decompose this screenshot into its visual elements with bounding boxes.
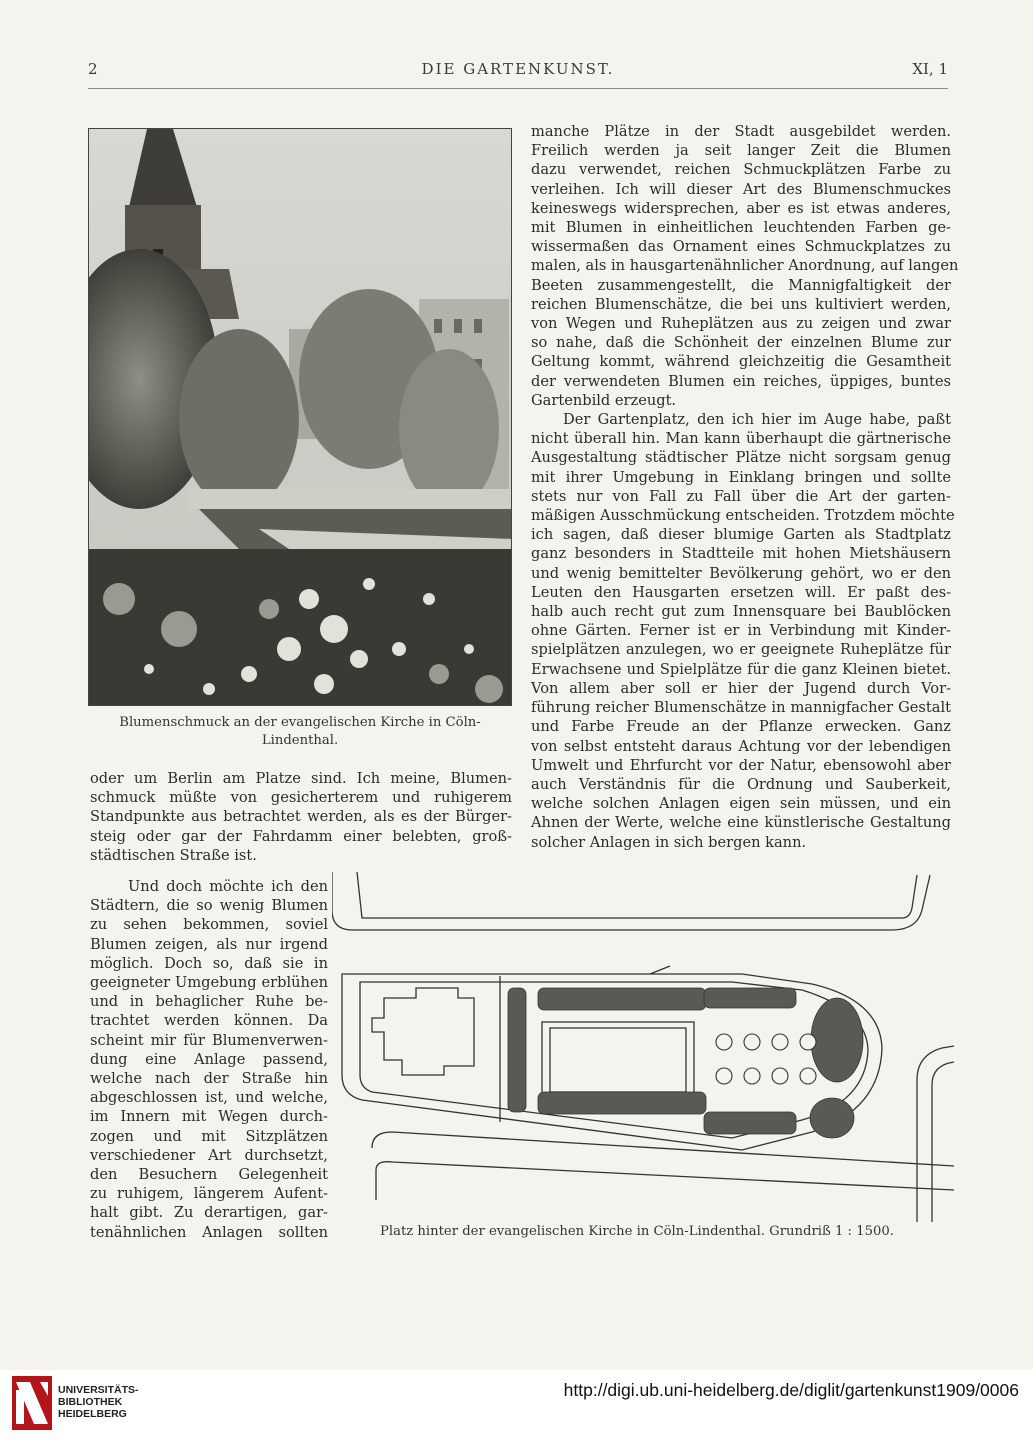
text-line: tenähnlichen Anlagen sollten xyxy=(90,1223,328,1241)
text-line: halt gibt. Zu derartigen, gar- xyxy=(90,1204,328,1222)
text-line: Ausgestaltung städtischer Plätze nicht sorgsam genug xyxy=(531,449,951,467)
text-line: abgeschlossen ist, und welche, xyxy=(90,1089,328,1107)
text-line: verschiedener Art durchsetzt, xyxy=(90,1146,328,1164)
library-name-line-1: UNIVERSITÄTS- xyxy=(58,1384,139,1396)
text-line: Von allem aber soll er hier der Jugend durch Vor- xyxy=(531,679,951,697)
text-line: mäßigen Ausschmückung entscheiden. Trotzdem möchte xyxy=(531,507,955,525)
library-name xyxy=(58,1384,139,1420)
text-line: Der Gartenplatz, den ich hier im Auge habe, paßt xyxy=(563,411,951,429)
text-line: von Wegen und Ruheplätzen aus zu zeigen und zwar xyxy=(531,315,951,333)
text-line: scheint mir für Blumenverwen- xyxy=(90,1031,328,1049)
left-column-text xyxy=(90,769,512,865)
text-line: Umwelt und Ehrfurcht vor der Natur, ebensowohl aber xyxy=(531,756,951,774)
text-line: geeigneter Umgebung erblühen xyxy=(90,974,328,992)
left-narrow-column-text xyxy=(90,877,328,1242)
text-line: auch Verständnis für die Ordnung und Sauberkeit, xyxy=(531,775,951,793)
text-line: den Besuchern Gelegenheit xyxy=(90,1166,328,1184)
photo-caption xyxy=(88,714,512,750)
library-name-line-2: BIBLIOTHEK xyxy=(58,1396,123,1408)
left-paragraph-1 xyxy=(90,769,512,865)
text-line: Gartenbild erzeugt. xyxy=(531,391,677,409)
garden-site-plan xyxy=(332,870,954,1222)
text-line: stets nur von Fall zu Fall über die Art der garten- xyxy=(531,487,951,505)
text-line: Beeten zusammengestellt, die Mannigfaltigkeit der xyxy=(531,276,951,294)
text-line: ganz besonders in Stadtteile mit hohen Mietshäusern xyxy=(531,545,951,563)
text-line: der verwendeten Blumen ein reiches, üppiges, buntes xyxy=(531,372,951,390)
photo-caption-line-1: Blumenschmuck an der evangelischen Kirche in Cöln- xyxy=(119,715,481,730)
text-line: so nahe, daß die Schönheit der einzelnen Blume zur xyxy=(531,334,951,352)
text-line: von selbst entsteht daraus Achtung vor der lebendigen xyxy=(531,737,951,755)
header-rule xyxy=(88,88,948,89)
text-line: und Farbe Freude an der Pflanze erwecken. Ganz xyxy=(531,718,951,736)
text-line: Geltung kommt, während gleichzeitig die Gesamtheit xyxy=(531,353,951,371)
text-line: dazu verwendet, reichen Schmuckplätzen Farbe zu xyxy=(531,161,951,179)
text-line: welche solchen Anlagen eigen sein müssen, und ein xyxy=(531,795,951,813)
page-number: 2 xyxy=(88,60,100,78)
journal-title: DIE GARTENKUNST. xyxy=(421,60,615,78)
text-line: halb auch recht gut zum Innensquare bei Baublöcken xyxy=(531,603,951,621)
text-line: oder um Berlin am Platze sind. Ich meine, Blumen- xyxy=(90,770,512,787)
text-line: solcher Anlagen in sich bergen kann. xyxy=(531,833,807,851)
text-line: ohne Gärten. Ferner ist er in Verbindung mit Kinder- xyxy=(531,622,951,640)
text-line: wissermaßen das Ornament eines Schmuckplatzes zu xyxy=(531,238,951,256)
text-line: im Innern mit Wegen durch- xyxy=(90,1108,328,1126)
text-line: steig oder gar der Fahrdamm einer belebten, groß- xyxy=(90,827,512,845)
text-line: Leuten den Hausgarten ersetzen will. Er paßt des- xyxy=(531,583,951,601)
running-header xyxy=(88,60,948,82)
text-line: malen, als in hausgartenähnlicher Anordnung, auf langen xyxy=(531,257,959,275)
right-column-text xyxy=(531,122,959,852)
right-paragraph-1 xyxy=(531,122,959,410)
text-line: und wenig bemittelter Bevölkerung gehört, wo er den xyxy=(531,564,951,582)
text-line: manche Plätze in der Stadt ausgebildet werden. xyxy=(531,123,951,140)
text-line: Und doch möchte ich den xyxy=(128,878,328,895)
text-line: welche nach der Straße hin xyxy=(90,1070,328,1088)
text-line: zogen und mit Sitzplätzen xyxy=(90,1127,328,1145)
text-line: mit ihrer Umgebung in Einklang bringen und sollte xyxy=(531,468,951,486)
church-garden-photograph xyxy=(88,128,512,706)
text-line: mit Blumen in einheitlichen leuchtenden Farben ge- xyxy=(531,219,951,237)
left-paragraph-2 xyxy=(90,877,328,1242)
volume-number: XI, 1 xyxy=(912,60,948,78)
plan-caption: Platz hinter der evangelischen Kirche in Cöln-Lindenthal. Grundriß 1 : 1500. xyxy=(380,1224,894,1239)
text-line: möglich. Doch so, daß sie in xyxy=(90,954,328,972)
text-line: reichen Blumenschätze, die bei uns kultiviert werden, xyxy=(531,295,951,313)
text-line: Blumen zeigen, als nur irgend xyxy=(90,935,328,953)
text-line: schmuck müßte von gesicherterem und ruhigerem xyxy=(90,789,512,807)
text-line: Städtern, die so wenig Blumen xyxy=(90,897,328,915)
text-line: spielplätzen anzulegen, wo er geeignete Ruheplätze für xyxy=(531,641,951,659)
text-line: Standpunkte aus betrachtet werden, als es der Bürger- xyxy=(90,808,512,826)
text-line: Ahnen der Werte, welche eine künstlerische Gestaltung xyxy=(531,814,951,832)
right-paragraph-2 xyxy=(531,410,955,852)
text-line: dung eine Anlage passend, xyxy=(90,1050,328,1068)
text-line: keineswegs widersprechen, aber es ist etwas anderes, xyxy=(531,199,951,217)
text-line: zu ruhigem, längerem Aufent- xyxy=(90,1185,328,1203)
text-line: trachtet werden können. Da xyxy=(90,1012,328,1030)
text-line: Freilich werden ja seit langer Zeit die Blumen xyxy=(531,142,951,160)
text-line: verleihen. Ich will dieser Art des Blumenschmuckes xyxy=(531,180,951,198)
text-line: städtischen Straße ist. xyxy=(90,846,257,864)
photo-caption-line-2: Lindenthal. xyxy=(261,733,339,748)
source-url-link[interactable]: http://digi.ub.uni-heidelberg.de/diglit/gartenkunst1909/0006 xyxy=(563,1380,1019,1400)
text-line: und in behaglicher Ruhe be- xyxy=(90,993,328,1011)
text-line: nicht überall hin. Man kann überhaupt die gärtnerische xyxy=(531,430,951,448)
text-line: ich sagen, daß dieser blumige Garten als Stadtplatz xyxy=(531,526,951,544)
library-logo-icon xyxy=(12,1376,52,1430)
text-line: zu sehen bekommen, soviel xyxy=(90,916,328,934)
text-line: führung reicher Blumenschätze in mannigfacher Gestalt xyxy=(531,699,951,717)
library-name-line-3: HEIDELBERG xyxy=(58,1408,127,1420)
text-line: Erwachsene und Spielplätze für die ganz Kleinen bietet. xyxy=(531,660,951,678)
